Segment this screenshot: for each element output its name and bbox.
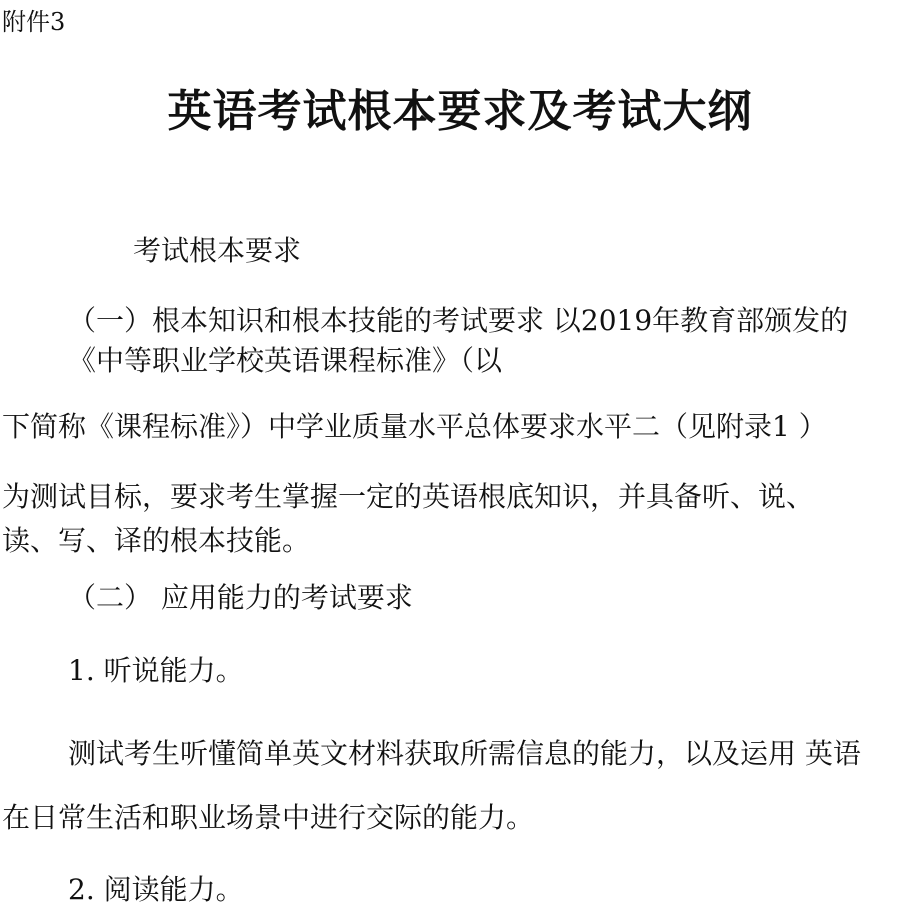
page-title: 英语考试根本要求及考试大纲: [167, 86, 753, 137]
part1-line3: 下简称《课程标准》）中学业质量水平总体要求水平二（见附录1 ）: [2, 410, 827, 443]
part1-line1: （一）根本知识和根本技能的考试要求 以2019年教育部颁发的: [68, 304, 849, 337]
part2-heading: （二） 应用能力的考试要求: [68, 581, 413, 614]
part1-line4: 为测试目标，要求考生掌握一定的英语根底知识，并具备听、说、: [2, 480, 815, 513]
section-heading: 考试根本要求: [133, 234, 302, 267]
part1-line5: 读、写、译的根本技能。: [2, 524, 311, 557]
item1-heading: 1. 听说能力。: [68, 654, 244, 687]
item1-text-line2: 在日常生活和职业场景中进行交际的能力。: [2, 801, 535, 834]
attachment-label: 附件3: [2, 8, 66, 36]
part1-line2: 《中等职业学校英语课程标准》（以: [68, 344, 503, 377]
item2-heading: 2. 阅读能力。: [68, 873, 244, 906]
item1-text-line1: 测试考生听懂简单英文材料获取所需信息的能力，以及运用 英语: [68, 737, 861, 770]
